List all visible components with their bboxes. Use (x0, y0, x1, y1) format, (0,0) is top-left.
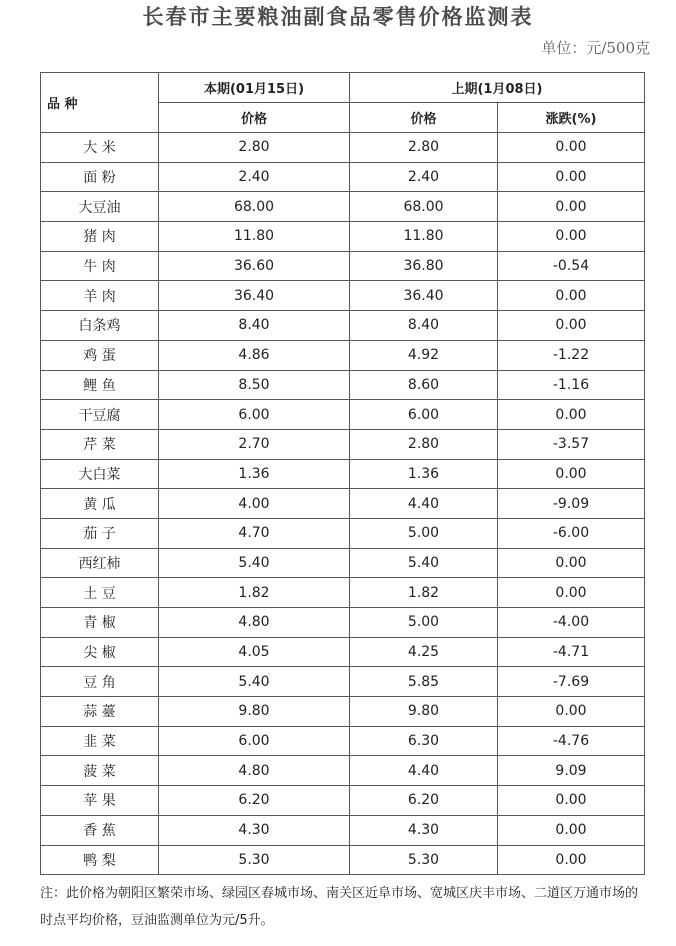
table-row (41, 192, 645, 222)
table-row (41, 756, 645, 786)
previous-price-cell: 4.30 (350, 815, 498, 845)
item-name-cell: 土 豆 (41, 578, 159, 608)
previous-price-cell: 5.40 (350, 548, 498, 578)
change-cell: -4.00 (498, 608, 645, 638)
table-row (41, 222, 645, 252)
previous-price-cell: 11.80 (350, 222, 498, 252)
current-price-cell: 4.70 (159, 518, 350, 548)
item-name-cell: 西红柿 (41, 548, 159, 578)
previous-price-cell: 5.00 (350, 518, 498, 548)
item-name-cell: 白条鸡 (41, 311, 159, 341)
item-name-cell: 茄 子 (41, 518, 159, 548)
item-name-cell: 芹 菜 (41, 429, 159, 459)
current-price-cell: 4.80 (159, 756, 350, 786)
current-price-cell: 1.36 (159, 459, 350, 489)
change-cell: 0.00 (498, 845, 645, 875)
change-cell: -0.54 (498, 251, 645, 281)
current-price-cell: 36.60 (159, 251, 350, 281)
change-cell: 9.09 (498, 756, 645, 786)
change-cell: -3.57 (498, 429, 645, 459)
current-price-cell: 6.00 (159, 726, 350, 756)
table-row (41, 133, 645, 163)
table-row (41, 815, 645, 845)
item-name-cell: 青 椒 (41, 608, 159, 638)
current-price-cell: 9.80 (159, 697, 350, 727)
previous-price-cell: 68.00 (350, 192, 498, 222)
table-row (41, 489, 645, 519)
unit-label: 单位：元/500克 (541, 39, 650, 57)
item-name-cell: 豆 角 (41, 667, 159, 697)
page-title: 长春市主要粮油副食品零售价格监测表 (142, 4, 534, 29)
current-price-cell: 5.40 (159, 667, 350, 697)
change-cell: -4.76 (498, 726, 645, 756)
table-row (41, 518, 645, 548)
item-name-cell: 黄 瓜 (41, 489, 159, 519)
change-header: 涨跌(%) (498, 103, 645, 133)
previous-price-cell: 6.00 (350, 400, 498, 430)
price-table (40, 72, 645, 875)
previous-period-header: 上期(1月08日) (350, 73, 645, 103)
change-cell: 0.00 (498, 548, 645, 578)
current-price-header: 价格 (159, 103, 350, 133)
change-cell: 0.00 (498, 459, 645, 489)
change-cell: -9.09 (498, 489, 645, 519)
item-name-cell: 猪 肉 (41, 222, 159, 252)
table-row (41, 162, 645, 192)
item-name-cell: 香 蕉 (41, 815, 159, 845)
current-price-cell: 2.80 (159, 133, 350, 163)
table-row (41, 608, 645, 638)
table-row (41, 281, 645, 311)
previous-price-cell: 1.36 (350, 459, 498, 489)
change-cell: -6.00 (498, 518, 645, 548)
current-price-cell: 4.86 (159, 340, 350, 370)
item-name-cell: 羊 肉 (41, 281, 159, 311)
table-row (41, 400, 645, 430)
current-price-cell: 1.82 (159, 578, 350, 608)
table-row (41, 578, 645, 608)
table-row (41, 637, 645, 667)
item-name-cell: 韭 菜 (41, 726, 159, 756)
current-price-cell: 4.30 (159, 815, 350, 845)
change-cell: 0.00 (498, 162, 645, 192)
previous-price-cell: 2.40 (350, 162, 498, 192)
table-body (41, 133, 645, 875)
current-price-cell: 36.40 (159, 281, 350, 311)
change-cell: 0.00 (498, 786, 645, 816)
previous-price-cell: 5.85 (350, 667, 498, 697)
previous-price-cell: 9.80 (350, 697, 498, 727)
previous-price-cell: 6.20 (350, 786, 498, 816)
item-name-cell: 菠 菜 (41, 756, 159, 786)
change-cell: 0.00 (498, 697, 645, 727)
current-price-cell: 2.40 (159, 162, 350, 192)
previous-price-cell: 36.80 (350, 251, 498, 281)
item-name-cell: 面 粉 (41, 162, 159, 192)
previous-price-cell: 8.60 (350, 370, 498, 400)
current-price-cell: 4.05 (159, 637, 350, 667)
previous-price-cell: 5.00 (350, 608, 498, 638)
table-row (41, 667, 645, 697)
current-price-cell: 5.40 (159, 548, 350, 578)
change-cell: 0.00 (498, 311, 645, 341)
table-row (41, 726, 645, 756)
previous-price-header: 价格 (350, 103, 498, 133)
change-cell: -1.22 (498, 340, 645, 370)
item-name-cell: 蒜 薹 (41, 697, 159, 727)
change-cell: 0.00 (498, 400, 645, 430)
table-row (41, 786, 645, 816)
item-name-cell: 苹 果 (41, 786, 159, 816)
item-name-cell: 干豆腐 (41, 400, 159, 430)
change-cell: -4.71 (498, 637, 645, 667)
current-price-cell: 4.80 (159, 608, 350, 638)
table-row (41, 340, 645, 370)
change-cell: 0.00 (498, 578, 645, 608)
previous-price-cell: 6.30 (350, 726, 498, 756)
current-price-cell: 6.20 (159, 786, 350, 816)
table-row (41, 251, 645, 281)
item-name-cell: 牛 肉 (41, 251, 159, 281)
change-cell: -1.16 (498, 370, 645, 400)
previous-price-cell: 4.25 (350, 637, 498, 667)
item-column-header: 品 种 (41, 73, 159, 133)
current-period-header: 本期(01月15日) (159, 73, 350, 103)
item-name-cell: 尖 椒 (41, 637, 159, 667)
table-row (41, 548, 645, 578)
previous-price-cell: 2.80 (350, 429, 498, 459)
item-name-cell: 大豆油 (41, 192, 159, 222)
table-header-row (41, 73, 645, 103)
current-price-cell: 11.80 (159, 222, 350, 252)
table-row (41, 697, 645, 727)
table-row (41, 845, 645, 875)
change-cell: 0.00 (498, 192, 645, 222)
previous-price-cell: 5.30 (350, 845, 498, 875)
table-row (41, 429, 645, 459)
previous-price-cell: 4.92 (350, 340, 498, 370)
change-cell: 0.00 (498, 133, 645, 163)
change-cell: 0.00 (498, 281, 645, 311)
current-price-cell: 6.00 (159, 400, 350, 430)
current-price-cell: 5.30 (159, 845, 350, 875)
current-price-cell: 8.50 (159, 370, 350, 400)
change-cell: -7.69 (498, 667, 645, 697)
item-name-cell: 大 米 (41, 133, 159, 163)
current-price-cell: 2.70 (159, 429, 350, 459)
change-cell: 0.00 (498, 815, 645, 845)
item-name-cell: 鸡 蛋 (41, 340, 159, 370)
previous-price-cell: 1.82 (350, 578, 498, 608)
current-price-cell: 68.00 (159, 192, 350, 222)
previous-price-cell: 36.40 (350, 281, 498, 311)
table-row (41, 370, 645, 400)
item-name-cell: 大白菜 (41, 459, 159, 489)
item-name-cell: 鲤 鱼 (41, 370, 159, 400)
previous-price-cell: 4.40 (350, 489, 498, 519)
previous-price-cell: 8.40 (350, 311, 498, 341)
current-price-cell: 8.40 (159, 311, 350, 341)
table-row (41, 459, 645, 489)
current-price-cell: 4.00 (159, 489, 350, 519)
previous-price-cell: 4.40 (350, 756, 498, 786)
change-cell: 0.00 (498, 222, 645, 252)
previous-price-cell: 2.80 (350, 133, 498, 163)
item-name-cell: 鸭 梨 (41, 845, 159, 875)
footnote: 注：此价格为朝阳区繁荣市场、绿园区春城市场、南关区近阜市场、宽城区庆丰市场、二道区万通市场的时点平均价格，豆油监测单位为元/5升。 (40, 886, 639, 928)
table-row (41, 311, 645, 341)
